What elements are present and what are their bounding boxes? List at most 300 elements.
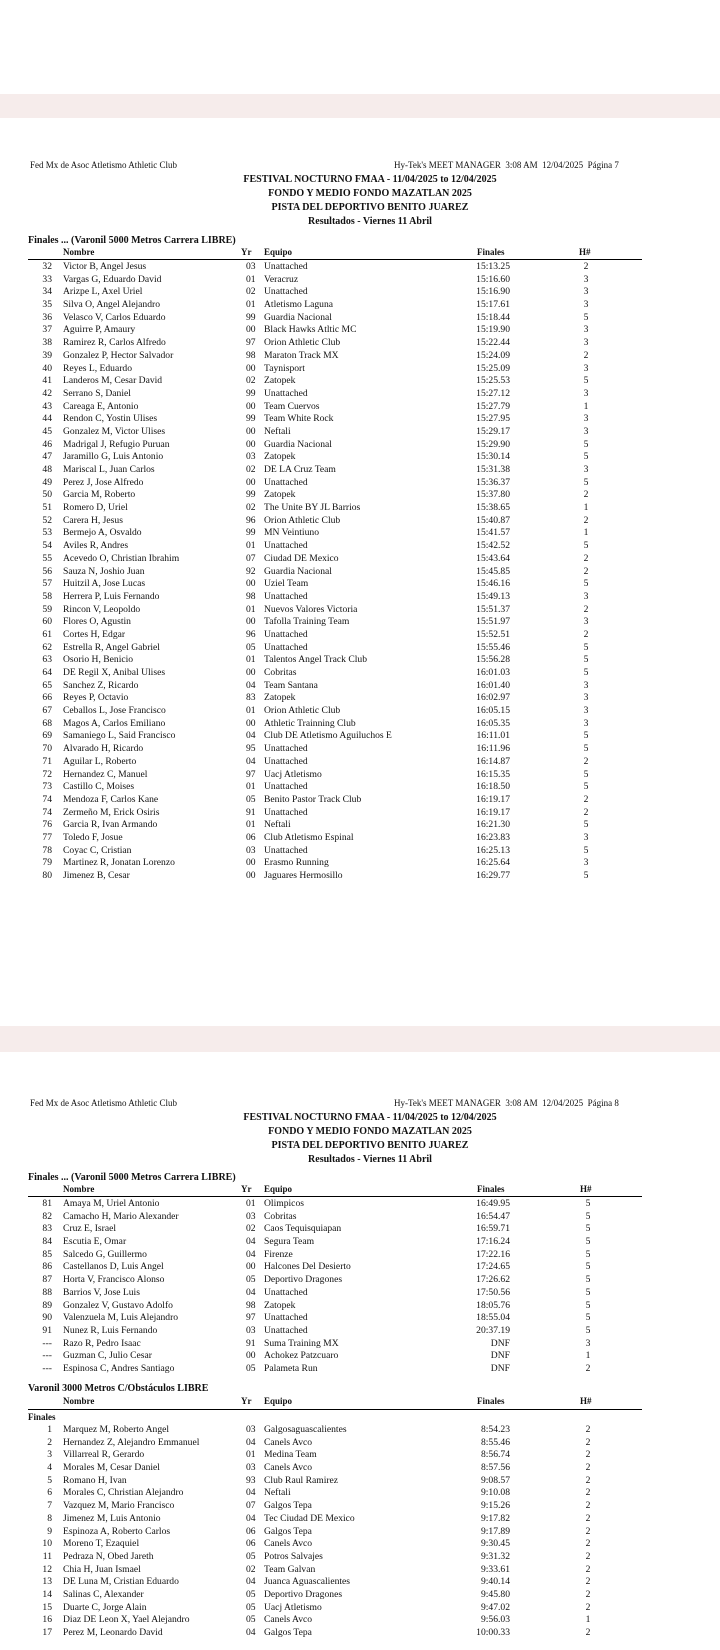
place-cell: 37 (42, 324, 52, 336)
table-row (0, 1462, 720, 1475)
birth-year: 02 (246, 375, 256, 387)
athlete-name: Reyes L, Eduardo (63, 362, 133, 374)
venue-title: PISTA DEL DEPORTIVO BENITO JUAREZ (271, 1140, 469, 1151)
col-yr: Yr (241, 247, 252, 257)
heat-number: 5 (585, 1299, 591, 1311)
heat-number: 2 (583, 603, 589, 615)
finish-time: 16:54.47 (476, 1210, 510, 1222)
table-row (0, 1223, 720, 1236)
heat-number: 5 (583, 870, 589, 881)
athlete-name: Coyac C, Cristian (63, 844, 132, 856)
place-cell: 32 (42, 261, 52, 272)
team-name: Team Cuervos (264, 400, 320, 412)
event-title: Finales ... (Varonil 5000 Metros Carrera LIBRE) (28, 1172, 236, 1183)
team-name: Zatopek (264, 1299, 296, 1311)
birth-year: 07 (246, 1500, 256, 1512)
table-row (0, 730, 720, 743)
table-row (0, 1551, 720, 1564)
col-name: Nombre (63, 1184, 95, 1194)
athlete-name: Acevedo O, Christian Ibrahim (63, 552, 180, 564)
results-date: Resultados - Viernes 11 Abril (308, 216, 432, 227)
athlete-name: Valenzuela M, Luis Alejandro (63, 1312, 179, 1324)
heat-number: 1 (583, 502, 589, 514)
place-cell: 88 (42, 1286, 52, 1298)
finish-time: 15:27.12 (476, 387, 510, 399)
table-row (0, 769, 720, 782)
birth-year: 01 (246, 1449, 256, 1461)
place-cell: 16 (42, 1614, 52, 1626)
birth-year: 00 (246, 616, 256, 628)
birth-year: 05 (246, 793, 256, 805)
birth-year: 05 (246, 1550, 256, 1562)
birth-year: 93 (246, 1474, 256, 1486)
athlete-name: Mendoza F, Carlos Kane (63, 793, 159, 805)
birth-year: 00 (246, 438, 256, 450)
results-date: Resultados - Viernes 11 Abril (308, 1154, 432, 1165)
birth-year: 00 (246, 400, 256, 412)
birth-year: 99 (246, 387, 256, 399)
heat-number: 5 (583, 375, 589, 387)
team-name: Tafolla Training Team (264, 616, 350, 628)
athlete-name: Razo R, Pedro Isaac (63, 1337, 141, 1349)
heat-number: 5 (583, 781, 589, 793)
place-cell: 10 (42, 1538, 52, 1550)
place-cell: 4 (47, 1462, 52, 1474)
place-cell: 3 (47, 1449, 52, 1461)
finish-time: 9:17.89 (480, 1525, 510, 1537)
heat-number: 2 (583, 565, 589, 577)
team-name: Neftali (264, 425, 291, 437)
athlete-name: Morales M, Cesar Daniel (63, 1462, 160, 1474)
finish-time: 8:57.56 (480, 1462, 510, 1474)
org-name: Fed Mx de Asoc Atletismo Athletic Club (30, 160, 177, 170)
birth-year: 02 (246, 286, 256, 298)
finish-time: 15:38.65 (476, 502, 510, 514)
finish-time: 16:29.77 (476, 870, 510, 881)
place-cell: 91 (42, 1324, 52, 1336)
results-page-7 (0, 118, 720, 1026)
col-team: Equipo (264, 247, 293, 257)
heat-number: 2 (585, 1512, 591, 1524)
place-cell: 67 (42, 705, 52, 717)
birth-year: 01 (246, 705, 256, 717)
table-row (0, 1236, 720, 1249)
table-row (0, 1627, 720, 1640)
table-row (0, 1576, 720, 1589)
table-row (0, 1513, 720, 1526)
birth-year: 04 (246, 1286, 256, 1298)
team-name: Erasmo Running (264, 857, 329, 869)
col-team: Equipo (264, 1396, 293, 1406)
col-heat: H# (580, 1396, 592, 1406)
birth-year: 04 (246, 1576, 256, 1588)
table-row (0, 1437, 720, 1450)
table-row (0, 1424, 720, 1437)
heat-number: 5 (583, 451, 589, 463)
place-cell: 72 (42, 768, 52, 780)
heat-number: 1 (585, 1614, 591, 1626)
place-cell: 42 (42, 387, 52, 399)
table-row (0, 515, 720, 528)
place-cell: 62 (42, 641, 52, 653)
birth-year: 04 (246, 679, 256, 691)
birth-year: 00 (246, 324, 256, 336)
heat-number: 3 (583, 590, 589, 602)
col-time: Finales (477, 247, 505, 257)
heat-number: 5 (585, 1198, 591, 1209)
heat-number: 5 (585, 1261, 591, 1273)
table-row (0, 616, 720, 629)
place-cell: 43 (42, 400, 52, 412)
col-yr: Yr (241, 1396, 252, 1406)
birth-year: 00 (246, 1261, 256, 1273)
athlete-name: Huitzil A, Jose Lucas (63, 578, 146, 590)
event2-column-headers (0, 1396, 720, 1408)
team-name: Unattached (264, 628, 308, 640)
team-name: Caos Tequisquiapan (264, 1223, 342, 1235)
heat-number: 2 (585, 1601, 591, 1613)
athlete-name: Rincon V, Leopoldo (63, 603, 141, 615)
finish-time: 15:36.37 (476, 476, 510, 488)
team-name: Orion Athletic Club (264, 705, 341, 717)
table-row (0, 527, 720, 540)
finish-time: 15:16.60 (476, 273, 510, 285)
team-name: Club Raul Ramirez (264, 1474, 339, 1486)
table-row (0, 299, 720, 312)
heat-number: 2 (585, 1500, 591, 1512)
finish-time: 9:45.80 (480, 1588, 510, 1600)
birth-year: 05 (246, 641, 256, 653)
heat-number: 2 (583, 806, 589, 818)
birth-year: 01 (246, 273, 256, 285)
heat-number: 2 (585, 1588, 591, 1600)
table-row (0, 350, 720, 363)
finish-time: 15:37.80 (476, 489, 510, 501)
heat-number: 1 (583, 527, 589, 539)
birth-year: 01 (246, 1198, 256, 1209)
place-cell: 39 (42, 349, 52, 361)
athlete-name: Salcedo G, Guillermo (63, 1248, 147, 1260)
finish-time: DNF (490, 1362, 510, 1374)
results-table (0, 1198, 720, 1376)
athlete-name: Rendon C, Yostin Ulises (63, 413, 158, 425)
team-name: Team White Rock (264, 413, 334, 425)
team-name: Canels Avco (264, 1614, 313, 1626)
athlete-name: Gonzalez V, Gustavo Adolfo (63, 1299, 173, 1311)
athlete-name: Espinoza A, Roberto Carlos (63, 1525, 171, 1537)
athlete-name: Velasco V, Carlos Eduardo (63, 311, 166, 323)
table-row (0, 1602, 720, 1615)
table-row (0, 1614, 720, 1627)
heat-number: 2 (583, 793, 589, 805)
team-name: Unattached (264, 286, 308, 298)
heat-number: 5 (583, 540, 589, 552)
heat-number: 5 (583, 311, 589, 323)
place-cell: 59 (42, 603, 52, 615)
table-row (0, 1449, 720, 1462)
heat-number: 5 (583, 641, 589, 653)
athlete-name: Chia H, Juan Ismael (63, 1563, 141, 1575)
birth-year: 05 (246, 1588, 256, 1600)
birth-year: 91 (246, 806, 256, 818)
birth-year: 06 (246, 1538, 256, 1550)
finish-time: 9:47.02 (480, 1601, 510, 1613)
finish-time: 15:17.61 (476, 299, 510, 311)
table-row (0, 439, 720, 452)
heat-number: 3 (583, 857, 589, 869)
table-row (0, 337, 720, 350)
finish-time: 15:46.16 (476, 578, 510, 590)
birth-year: 91 (246, 1337, 256, 1349)
finish-time: 16:25.13 (476, 844, 510, 856)
finish-time: 17:24.65 (476, 1261, 510, 1273)
team-name: Uacj Atletismo (264, 1601, 322, 1613)
finish-time: 18:55.04 (476, 1312, 510, 1324)
finish-time: 15:19.90 (476, 324, 510, 336)
table-row (0, 832, 720, 845)
heat-number: 2 (585, 1538, 591, 1550)
team-name: Unattached (264, 261, 308, 272)
place-cell: 80 (42, 870, 52, 881)
athlete-name: Amaya M, Uriel Antonio (63, 1198, 160, 1209)
finish-time: 15:24.09 (476, 349, 510, 361)
table-row (0, 819, 720, 832)
athlete-name: Carera H, Jesus (63, 514, 123, 526)
place-cell: 49 (42, 476, 52, 488)
place-cell: 50 (42, 489, 52, 501)
team-name: MN Veintiuno (264, 527, 319, 539)
finish-time: 9:08.57 (480, 1474, 510, 1486)
software-stamp: Hy-Tek's MEET MANAGER 3:08 AM 12/04/2025 Página 8 (394, 1098, 619, 1108)
heat-number: 3 (583, 616, 589, 628)
place-cell: 69 (42, 730, 52, 742)
team-name: Nuevos Valores Victoria (264, 603, 358, 615)
team-name: Uacj Atletismo (264, 768, 322, 780)
team-name: Galgos Tepa (264, 1500, 312, 1512)
heat-number: 3 (583, 299, 589, 311)
birth-year: 01 (246, 603, 256, 615)
team-name: Unattached (264, 1324, 308, 1336)
col-name: Nombre (63, 1396, 95, 1406)
team-name: Club DE Atletismo Aguiluchos E (264, 730, 392, 742)
place-cell: 86 (42, 1261, 52, 1273)
birth-year: 00 (246, 717, 256, 729)
athlete-name: Landeros M, Cesar David (63, 375, 163, 387)
birth-year: 98 (246, 1299, 256, 1311)
place-cell: 2 (47, 1436, 52, 1448)
table-row (0, 718, 720, 731)
athlete-name: Careaga E, Antonio (63, 400, 139, 412)
table-row (0, 363, 720, 376)
birth-year: 01 (246, 654, 256, 666)
table-row (0, 1261, 720, 1274)
table-row (0, 286, 720, 299)
team-name: Galgos Tepa (264, 1627, 312, 1638)
athlete-name: Aviles R, Andres (63, 540, 129, 552)
heat-number: 3 (583, 705, 589, 717)
athlete-name: Escutia E, Omar (63, 1236, 127, 1248)
team-name: Unattached (264, 781, 308, 793)
place-cell: --- (42, 1337, 52, 1349)
athlete-name: Aguirre P, Amaury (63, 324, 136, 336)
place-cell: 52 (42, 514, 52, 526)
table-row (0, 1500, 720, 1513)
team-name: Veracruz (264, 273, 299, 285)
birth-year: 04 (246, 1487, 256, 1499)
place-cell: 41 (42, 375, 52, 387)
heat-number: 5 (585, 1312, 591, 1324)
place-cell: 68 (42, 717, 52, 729)
column-headers (0, 1184, 720, 1196)
place-cell: 15 (42, 1601, 52, 1613)
table-row (0, 667, 720, 680)
birth-year: 04 (246, 730, 256, 742)
birth-year: 00 (246, 425, 256, 437)
heat-number: 2 (583, 349, 589, 361)
athlete-name: Madrigal J, Refugio Puruan (63, 438, 170, 450)
heat-number: 2 (585, 1525, 591, 1537)
birth-year: 04 (246, 1236, 256, 1248)
place-cell: 48 (42, 464, 52, 475)
table-row (0, 1338, 720, 1351)
team-name: Potros Salvajes (264, 1550, 323, 1562)
meet-title: FESTIVAL NOCTURNO FMAA - 11/04/2025 to 12/04/2025 (243, 1112, 497, 1123)
place-cell: 58 (42, 590, 52, 602)
col-time: Finales (477, 1396, 505, 1406)
place-cell: 63 (42, 654, 52, 666)
heat-number: 5 (585, 1274, 591, 1286)
team-name: Maraton Track MX (264, 349, 339, 361)
table-row (0, 464, 720, 477)
birth-year: 03 (246, 844, 256, 856)
athlete-name: Vazquez M, Mario Francisco (63, 1500, 175, 1512)
heat-number: 5 (585, 1248, 591, 1260)
team-name: Athletic Trainning Club (264, 717, 356, 729)
heat-number: 5 (583, 819, 589, 831)
athlete-name: Alvarado H, Ricardo (63, 743, 144, 755)
finish-time: 16:01.03 (476, 667, 510, 678)
team-name: Jaguares Hermosillo (264, 870, 343, 881)
finish-time: 9:10.08 (480, 1487, 510, 1499)
athlete-name: Diaz DE Leon X, Yael Alejandro (63, 1614, 190, 1626)
finish-time: 15:55.46 (476, 641, 510, 653)
finish-time: 15:22.44 (476, 337, 510, 349)
table-row (0, 857, 720, 870)
table-row (0, 489, 720, 502)
finish-time: 9:17.82 (480, 1512, 510, 1524)
finish-time: 15:25.53 (476, 375, 510, 387)
heat-number: 3 (583, 337, 589, 349)
team-name: Deportivo Dragones (264, 1588, 343, 1600)
table-row (0, 845, 720, 858)
venue-title: PISTA DEL DEPORTIVO BENITO JUAREZ (271, 202, 469, 213)
athlete-name: Nunez R, Luis Fernando (63, 1324, 158, 1336)
athlete-name: Zermeño M, Erick Osiris (63, 806, 160, 818)
team-name: Benito Pastor Track Club (264, 793, 362, 805)
table-row (0, 642, 720, 655)
finish-time: 15:51.37 (476, 603, 510, 615)
place-cell: 74 (42, 806, 52, 818)
table-row (0, 1487, 720, 1500)
place-cell: 60 (42, 616, 52, 628)
athlete-name: Morales C, Christian Alejandro (63, 1487, 184, 1499)
finish-time: 8:56.74 (480, 1449, 510, 1461)
birth-year: 99 (246, 527, 256, 539)
birth-year: 05 (246, 1601, 256, 1613)
place-cell: 76 (42, 819, 52, 831)
team-name: Unattached (264, 387, 308, 399)
birth-year: 95 (246, 743, 256, 755)
athlete-name: Aguilar L, Roberto (63, 755, 137, 767)
column-headers (0, 247, 720, 259)
finish-time: 17:50.56 (476, 1286, 510, 1298)
heat-number: 3 (583, 717, 589, 729)
finish-time: 15:27.79 (476, 400, 510, 412)
place-cell: 46 (42, 438, 52, 450)
athlete-name: Perez M, Leonardo David (63, 1627, 163, 1638)
table-row (0, 1287, 720, 1300)
place-cell: 85 (42, 1248, 52, 1260)
birth-year: 05 (246, 1614, 256, 1626)
place-cell: 71 (42, 755, 52, 767)
team-name: Team Santana (264, 679, 318, 691)
birth-year: 04 (246, 1436, 256, 1448)
birth-year: 00 (246, 362, 256, 374)
birth-year: 03 (246, 1424, 256, 1435)
table-row (0, 604, 720, 617)
finish-time: 16:19.17 (476, 806, 510, 818)
birth-year: 03 (246, 1324, 256, 1336)
finish-time: 15:41.57 (476, 527, 510, 539)
athlete-name: Guzman C, Julio Cesar (63, 1350, 152, 1362)
finish-time: 15:16.90 (476, 286, 510, 298)
heat-number: 2 (583, 514, 589, 526)
heat-number: 5 (585, 1286, 591, 1298)
heat-number: 1 (585, 1350, 591, 1362)
event-title: Finales ... (Varonil 5000 Metros Carrera LIBRE) (28, 235, 236, 246)
athlete-name: Vargas G, Eduardo David (63, 273, 162, 285)
birth-year: 00 (246, 857, 256, 869)
birth-year: 99 (246, 311, 256, 323)
athlete-name: Cortes H, Edgar (63, 628, 126, 640)
athlete-name: Horta V, Francisco Alonso (63, 1274, 165, 1286)
heat-number: 3 (583, 413, 589, 425)
heat-number: 2 (585, 1576, 591, 1588)
table-row (0, 1300, 720, 1313)
finish-time: 16:11.01 (476, 730, 510, 742)
team-name: Guardia Nacional (264, 438, 332, 450)
finish-time: 16:49.95 (476, 1198, 510, 1209)
place-cell: 40 (42, 362, 52, 374)
finish-time: 8:54.23 (480, 1424, 510, 1435)
place-cell: 70 (42, 743, 52, 755)
birth-year: 96 (246, 628, 256, 640)
place-cell: 54 (42, 540, 52, 552)
birth-year: 03 (246, 451, 256, 463)
athlete-name: Marquez M, Roberto Angel (63, 1424, 170, 1435)
table-row (0, 312, 720, 325)
table-row (0, 566, 720, 579)
table-row (0, 388, 720, 401)
athlete-name: Jaramillo G, Luis Antonio (63, 451, 164, 463)
place-cell: 5 (47, 1474, 52, 1486)
team-name: Unattached (264, 1312, 308, 1324)
team-name: Unattached (264, 476, 308, 488)
meet-subtitle: FONDO Y MEDIO FONDO MAZATLAN 2025 (268, 188, 472, 199)
team-name: Olimpicos (264, 1198, 304, 1209)
heat-number: 2 (585, 1563, 591, 1575)
birth-year: 05 (246, 1274, 256, 1286)
